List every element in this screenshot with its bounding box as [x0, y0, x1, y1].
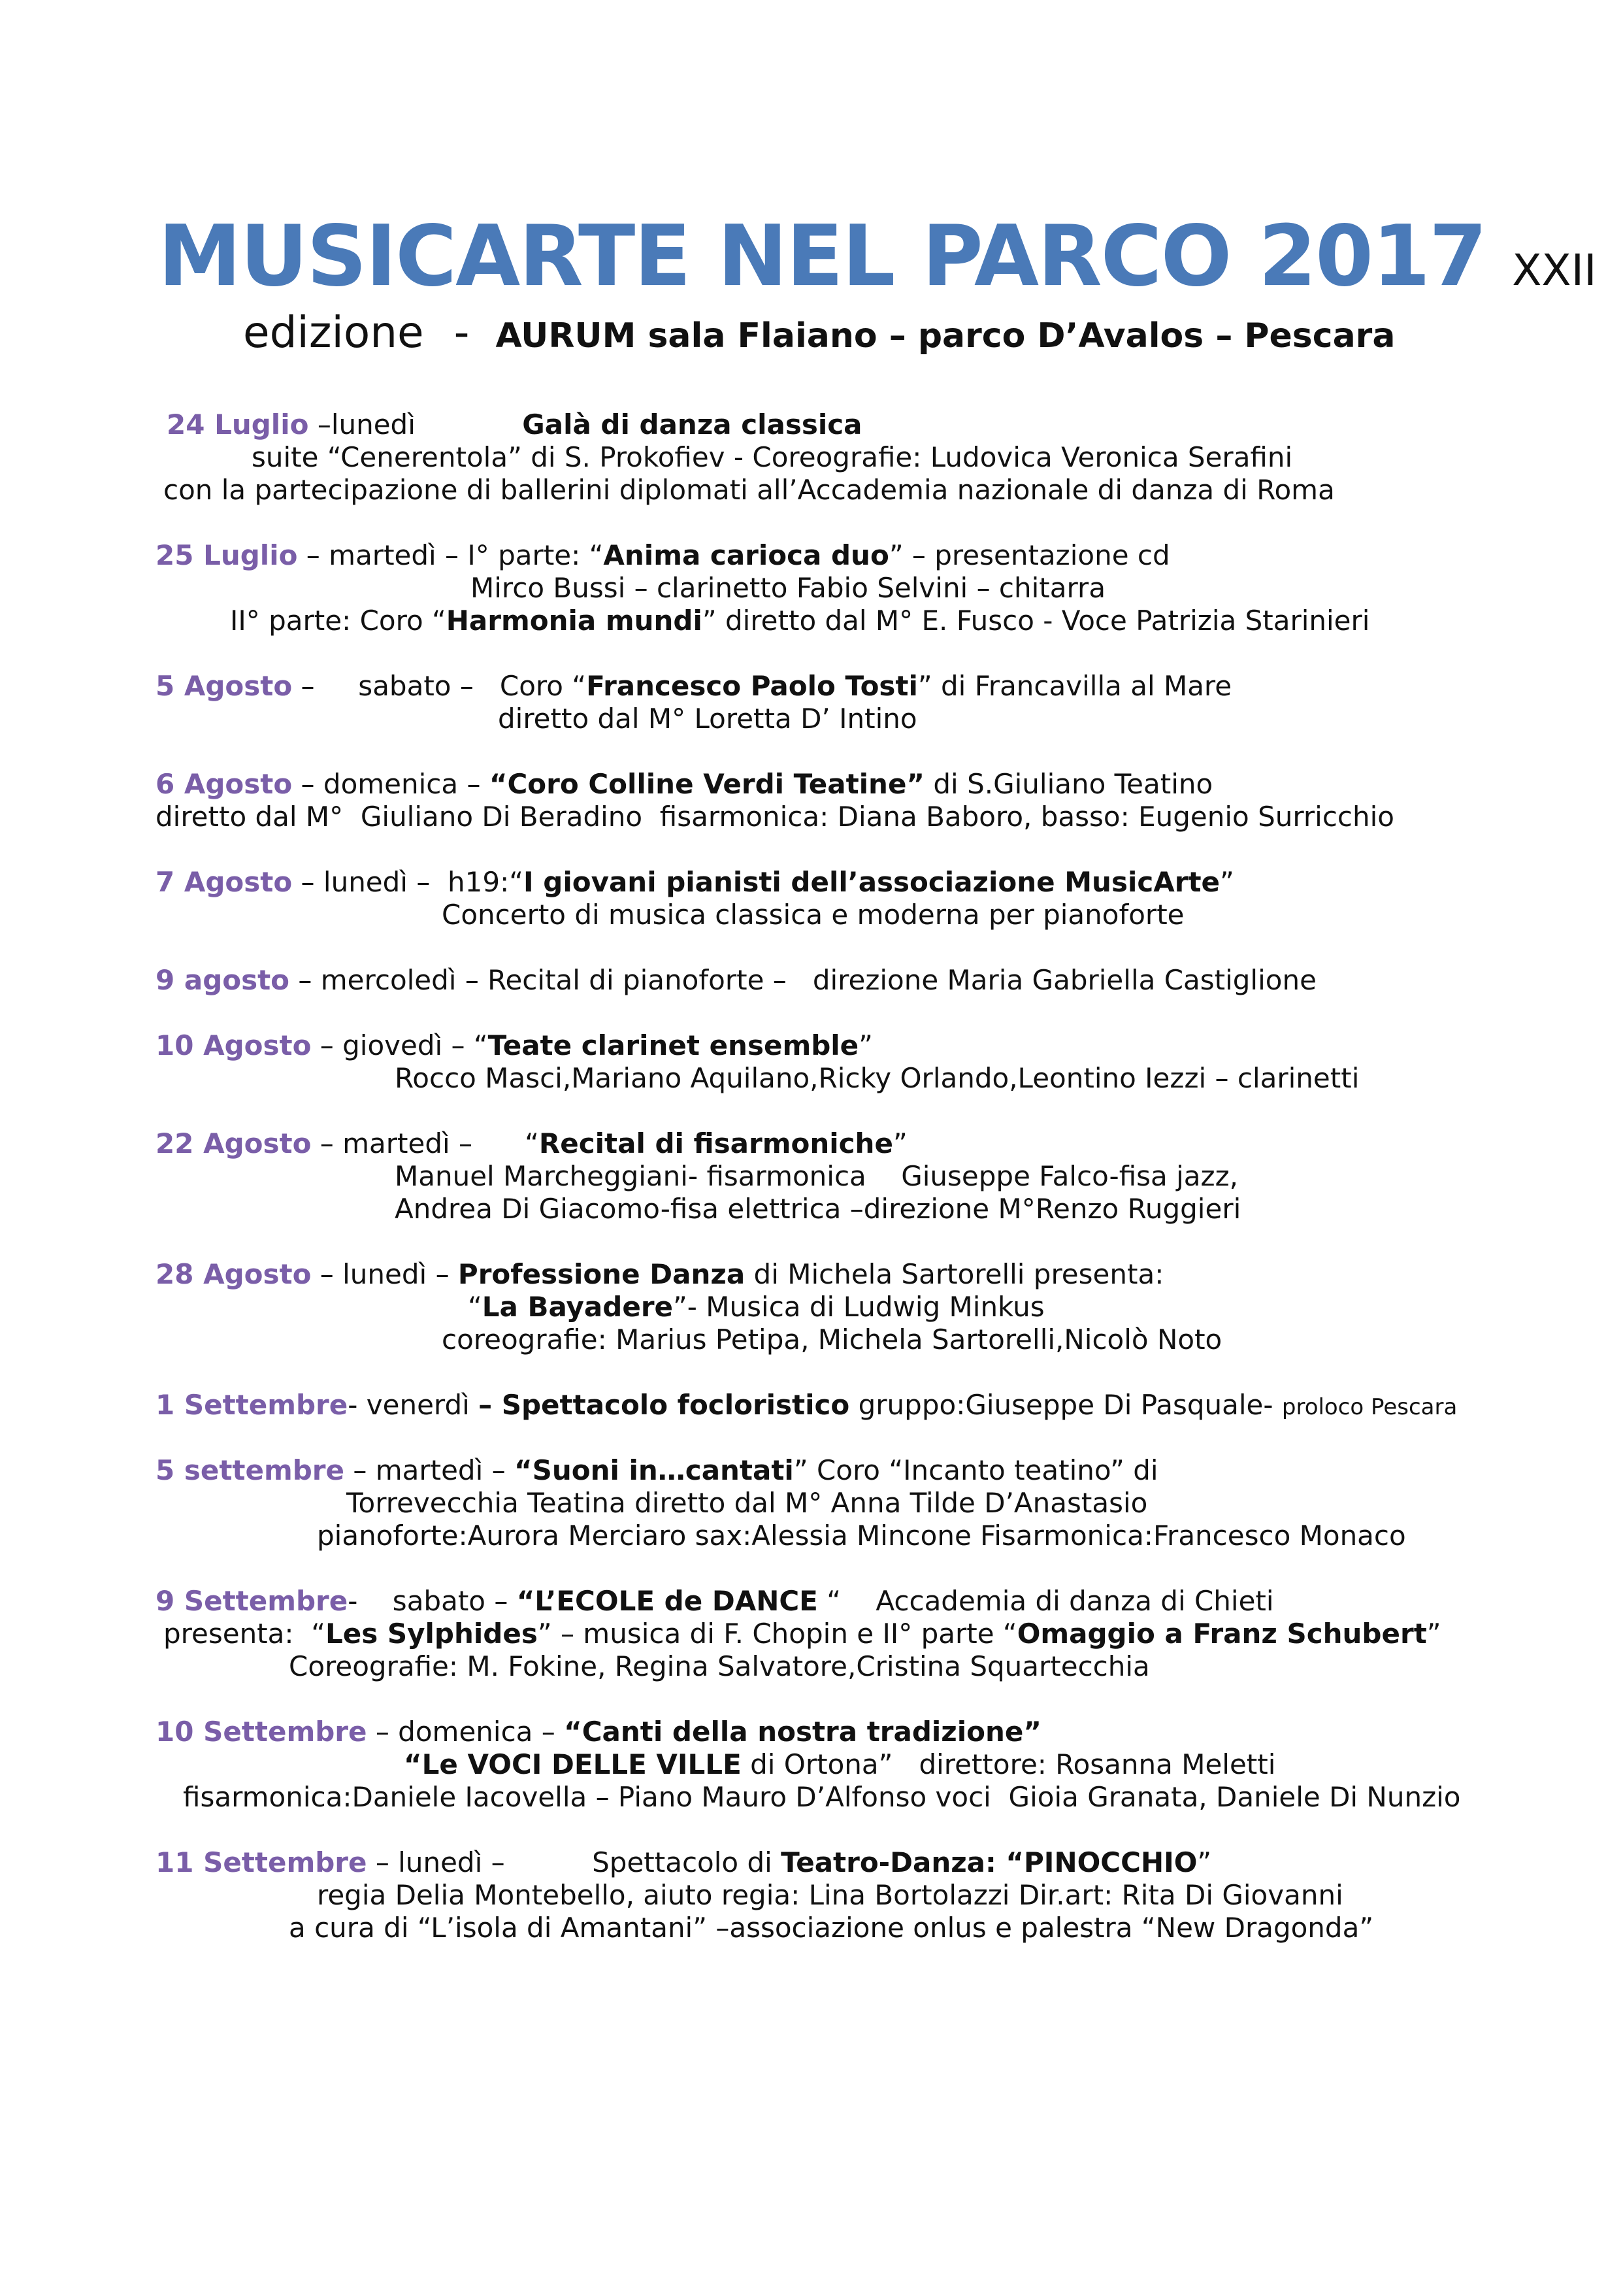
- event-title: Recital di fisarmoniche: [538, 1127, 893, 1159]
- event-date: 28 Agosto: [156, 1258, 312, 1290]
- event-line: II° parte: Coro “Harmonia mundi” diretto dal M° E. Fusco - Voce Patrizia Starinieri: [230, 605, 1370, 637]
- event-line: 7 Agosto – lunedì – h19:“I giovani pianisti dell’associazione MusicArte”: [156, 866, 1234, 898]
- event-line: fisarmonica:Daniele Iacovella – Piano Mauro D’Alfonso voci Gioia Granata, Daniele Di Nunzio: [183, 1781, 1461, 1813]
- event-date: 22 Agosto: [156, 1127, 312, 1159]
- event-line: 9 Settembre- sabato – “L’ECOLE de DANCE “ Accademia di danza di Chieti: [156, 1585, 1274, 1617]
- event-title: Anima carioca duo: [603, 539, 889, 571]
- event-line: Coreografie: M. Fokine, Regina Salvatore,Cristina Squartecchia: [289, 1650, 1150, 1682]
- event-line: Rocco Masci,Mariano Aquilano,Ricky Orlando,Leontino Iezzi – clarinetti: [395, 1062, 1360, 1094]
- event-title: Galà di danza classica: [522, 408, 862, 441]
- event-line: diretto dal M° Giuliano Di Beradino fisarmonica: Diana Baboro, basso: Eugenio Surricchio: [156, 801, 1394, 833]
- event-line: Manuel Marcheggiani- fisarmonica Giuseppe Falco-fisa jazz,: [395, 1160, 1238, 1192]
- event-line: presenta: “Les Sylphides” – musica di F. Chopin e II° parte “Omaggio a Franz Schubert”: [163, 1618, 1441, 1650]
- event-line: 6 Agosto – domenica – “Coro Colline Verdi Teatine” di S.Giuliano Teatino: [156, 768, 1213, 800]
- event-line: a cura di “L’isola di Amantani” –associazione onlus e palestra “New Dragonda”: [289, 1912, 1374, 1944]
- event-title: Francesco Paolo Tosti: [586, 670, 918, 702]
- event-line: Concerto di musica classica e moderna per pianoforte: [442, 899, 1185, 931]
- event-line: 1 Settembre- venerdì – Spettacolo focloristico gruppo:Giuseppe Di Pasquale- proloco Pescara: [156, 1389, 1458, 1421]
- event-date: 5 settembre: [156, 1454, 344, 1486]
- event-title: Teate clarinet ensemble: [487, 1029, 859, 1061]
- event-date: 10 Settembre: [156, 1716, 367, 1748]
- event-line: 28 Agosto – lunedì – Professione Danza di Michela Sartorelli presenta:: [156, 1258, 1164, 1290]
- event-title: Teatro-Danza: “PINOCCHIO: [781, 1846, 1198, 1878]
- event-line: regia Delia Montebello, aiuto regia: Lina Bortolazzi Dir.art: Rita Di Giovanni: [317, 1879, 1343, 1911]
- page-title: MUSICARTE NEL PARCO 2017: [158, 208, 1486, 305]
- event-line: 5 Agosto – sabato – Coro “Francesco Paolo Tosti” di Francavilla al Mare: [156, 670, 1232, 702]
- event-line: con la partecipazione di ballerini diplomati all’Accademia nazionale di danza di Roma: [163, 474, 1335, 506]
- event-line: Mirco Bussi – clarinetto Fabio Selvini – chitarra: [470, 572, 1106, 604]
- event-title: I giovani pianisti dell’associazione MusicArte: [523, 866, 1221, 898]
- event-line: “La Bayadere”- Musica di Ludwig Minkus: [468, 1291, 1045, 1323]
- event-date: 11 Settembre: [156, 1846, 367, 1878]
- event-date: 1 Settembre: [156, 1389, 348, 1421]
- event-line: 10 Settembre – domenica – “Canti della nostra tradizione”: [156, 1716, 1041, 1748]
- event-title: Professione Danza: [457, 1258, 746, 1290]
- event-line: 10 Agosto – giovedì – “Teate clarinet ensemble”: [156, 1029, 873, 1061]
- event-date: 5 Agosto: [156, 670, 293, 702]
- event-line: diretto dal M° Loretta D’ Intino: [498, 703, 917, 735]
- event-date: 9 Settembre: [156, 1585, 348, 1617]
- event-title: “Coro Colline Verdi Teatine”: [489, 768, 925, 800]
- event-date: 9 agosto: [156, 964, 290, 996]
- event-line: 24 Luglio –lunedì Galà di danza classica: [167, 408, 862, 441]
- event-date: 10 Agosto: [156, 1029, 312, 1061]
- subtitle-separator: -: [453, 307, 470, 358]
- event-line: pianoforte:Aurora Merciaro sax:Alessia Mincone Fisarmonica:Francesco Monaco: [317, 1520, 1406, 1552]
- event-line: Andrea Di Giacomo-fisa elettrica –direzione M°Renzo Ruggieri: [395, 1193, 1241, 1225]
- event-date: 6 Agosto: [156, 768, 293, 800]
- venue: AURUM sala Flaiano – parco D’Avalos – Pescara: [495, 316, 1396, 356]
- subtitle-line: [243, 307, 1395, 358]
- event-title: “Suoni in…cantati: [514, 1454, 794, 1486]
- event-line: 9 agosto – mercoledì – Recital di pianoforte – direzione Maria Gabriella Castiglione: [156, 964, 1317, 996]
- event-date: 24 Luglio: [167, 408, 309, 441]
- event-title: “L’ECOLE de DANCE: [516, 1585, 818, 1617]
- event-line: suite “Cenerentola” di S. Prokofiev - Coreografie: Ludovica Veronica Serafini: [252, 441, 1293, 473]
- event-line: coreografie: Marius Petipa, Michela Sartorelli,Nicolò Noto: [442, 1323, 1222, 1356]
- event-title: – Spettacolo focloristico: [478, 1389, 850, 1421]
- event-line: Torrevecchia Teatina diretto dal M° Anna Tilde D’Anastasio: [346, 1487, 1148, 1519]
- event-date: 25 Luglio: [156, 539, 298, 571]
- event-line: “Le VOCI DELLE VILLE di Ortona” direttore: Rosanna Meletti: [404, 1748, 1276, 1780]
- event-line: 22 Agosto – martedì – “Recital di fisarmoniche”: [156, 1127, 908, 1159]
- edition-word: edizione: [243, 307, 424, 358]
- edition-number: XXII: [1512, 245, 1597, 295]
- title-line: [158, 208, 1597, 305]
- event-date: 7 Agosto: [156, 866, 293, 898]
- event-title: “Canti della nostra tradizione”: [564, 1716, 1041, 1748]
- event-line: 5 settembre – martedì – “Suoni in…cantati” Coro “Incanto teatino” di: [156, 1454, 1158, 1486]
- event-line: 11 Settembre – lunedì – Spettacolo di Teatro-Danza: “PINOCCHIO”: [156, 1846, 1212, 1878]
- event-line: 25 Luglio – martedì – I° parte: “Anima carioca duo” – presentazione cd: [156, 539, 1170, 571]
